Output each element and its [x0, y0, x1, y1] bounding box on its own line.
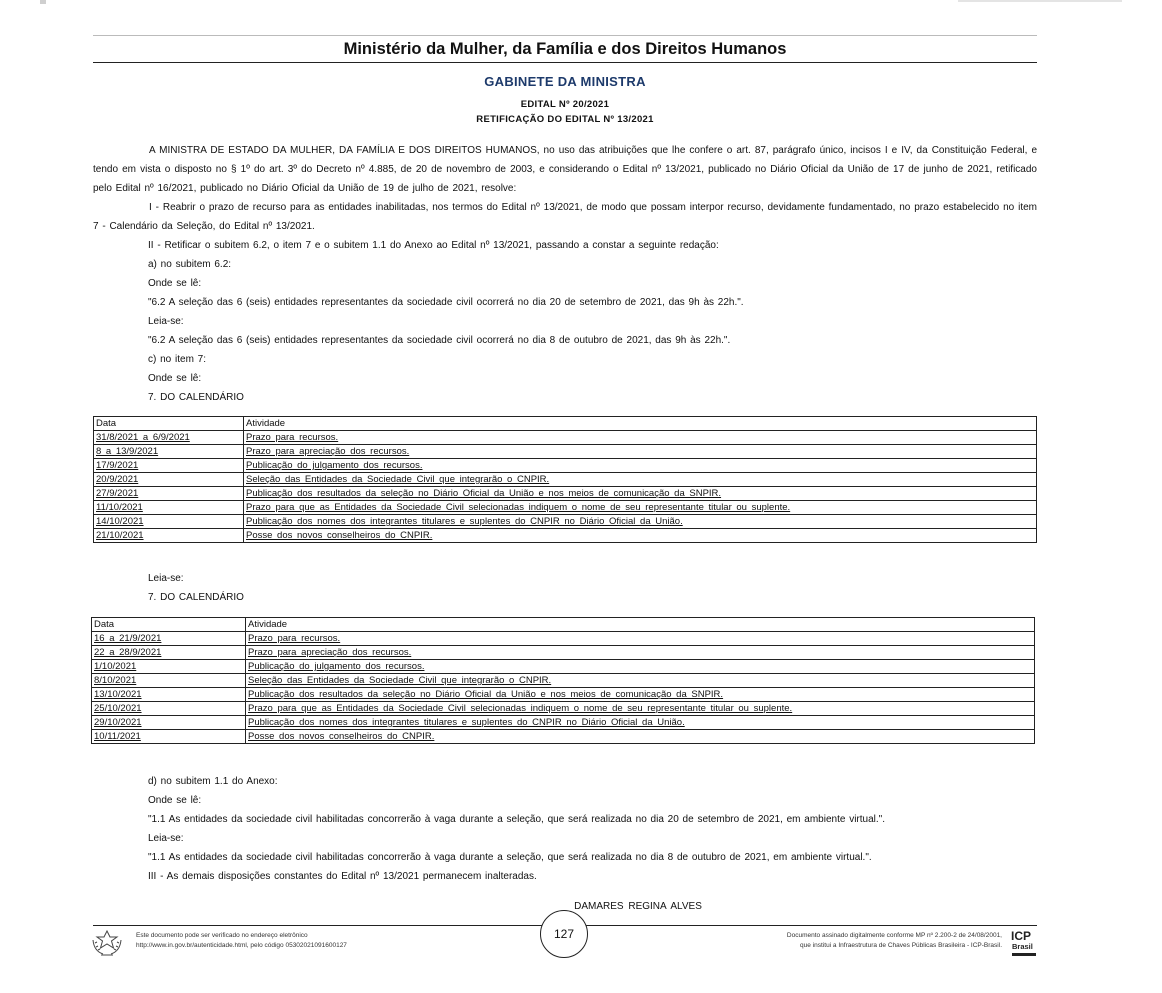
date-cell: 21/10/2021 — [94, 529, 244, 543]
activity-cell: Publicação dos resultados da seleção no Diário Oficial da União e nos meios de comunicação da SNPIR. — [246, 688, 1035, 702]
quote-6-2-new: "6.2 A seleção das 6 (seis) entidades representantes da sociedade civil ocorrerá no dia 8 de outubro de 2021, das 9h às 22h.". — [148, 335, 731, 346]
item-ii-line: II - Retificar o subitem 6.2, o item 7 e o subitem 1.1 do Anexo ao Edital nº 13/2021, passando a constar a seguinte redação: — [148, 240, 719, 251]
table-row — [94, 459, 1037, 473]
activity-cell: Prazo para que as Entidades da Sociedade Civil selecionadas indiquem o nome de seu representante titular ou suplente. — [246, 702, 1035, 716]
table-row — [94, 501, 1037, 515]
table-row — [92, 646, 1035, 660]
scan-mark-right — [958, 0, 1122, 2]
header-top-rule — [93, 35, 1037, 36]
ministry-title: Ministério da Mulher, da Família e dos Direitos Humanos — [343, 40, 787, 58]
header-bottom-rule — [93, 62, 1037, 63]
table-row — [92, 632, 1035, 646]
activity-cell: Prazo para apreciação dos recursos. — [244, 445, 1037, 459]
table-row — [94, 529, 1037, 543]
activity-cell: Publicação do julgamento dos recursos. — [246, 660, 1035, 674]
signer-name: DAMARES REGINA ALVES — [574, 901, 702, 912]
table-row — [92, 674, 1035, 688]
coat-of-arms-icon — [90, 928, 124, 958]
subitem-d-line: d) no subitem 1.1 do Anexo: — [148, 776, 278, 787]
leia-se-label: Leia-se: — [148, 316, 184, 327]
date-cell: 10/11/2021 — [92, 730, 246, 744]
table-row — [92, 688, 1035, 702]
date-cell: 14/10/2021 — [94, 515, 244, 529]
activity-cell: Posse dos novos conselheiros do CNPIR. — [246, 730, 1035, 744]
verification-text-line2: http://www.in.gov.br/autenticidade.html, pelo código 05302021091600127 — [136, 942, 347, 949]
column-header-data: Data — [92, 618, 246, 632]
calendar-heading-new: 7. DO CALENDÁRIO — [148, 592, 244, 603]
signature-text-line1: Documento assinado digitalmente conforme MP nº 2.200-2 de 24/08/2001, — [786, 932, 1002, 939]
table-row — [94, 473, 1037, 487]
activity-cell: Seleção das Entidades da Sociedade Civil que integrarão o CNPIR. — [246, 674, 1035, 688]
subitem-a-line: a) no subitem 6.2: — [148, 259, 232, 270]
item-i-paragraph: I - Reabrir o prazo de recurso para as entidades inabilitadas, nos termos do Edital nº 13/2021, de modo que possam interpor recurso, devidamente fundamentado, no prazo estabelecido no item 7 - Calendário da Seleção, do Edital nº 13/2021. — [93, 202, 1037, 232]
calendar-heading-old: 7. DO CALENDÁRIO — [148, 392, 244, 403]
page-number — [540, 910, 588, 958]
table-row — [94, 445, 1037, 459]
leia-se-label: Leia-se: — [148, 833, 184, 844]
table-row — [92, 702, 1035, 716]
date-cell: 22 a 28/9/2021 — [92, 646, 246, 660]
calendar-table-new — [91, 617, 1035, 744]
date-cell: 29/10/2021 — [92, 716, 246, 730]
date-cell: 11/10/2021 — [94, 501, 244, 515]
activity-cell: Publicação dos nomes dos integrantes titulares e suplentes do CNPIR no Diário Oficial da União. — [244, 515, 1037, 529]
subitem-c-line: c) no item 7: — [148, 354, 207, 365]
svg-text:Brasil: Brasil — [1012, 942, 1033, 951]
activity-cell: Prazo para recursos. — [244, 431, 1037, 445]
date-cell: 16 a 21/9/2021 — [92, 632, 246, 646]
svg-text:ICP: ICP — [1011, 929, 1032, 943]
icp-brasil-logo-icon — [1010, 928, 1040, 958]
table-row — [94, 515, 1037, 529]
activity-cell: Publicação dos nomes dos integrantes titulares e suplentes do CNPIR no Diário Oficial da União. — [246, 716, 1035, 730]
scan-mark-left — [40, 0, 46, 4]
activity-cell: Publicação do julgamento dos recursos. — [244, 459, 1037, 473]
calendar-table-old — [93, 416, 1037, 543]
activity-cell: Prazo para recursos. — [246, 632, 1035, 646]
quote-1-1-old: "1.1 As entidades da sociedade civil habilitadas concorrerão à vaga durante a seleção, que será realizada no dia 20 de setembro de 2021, em ambiente virtual.". — [148, 814, 885, 825]
leia-se-label: Leia-se: — [148, 573, 184, 584]
quote-6-2-old: "6.2 A seleção das 6 (seis) entidades representantes da sociedade civil ocorrerá no dia 20 de setembro de 2021, das 9h às 22h.". — [148, 297, 744, 308]
activity-cell: Posse dos novos conselheiros do CNPIR. — [244, 529, 1037, 543]
edital-number: EDITAL Nº 20/2021 — [520, 99, 610, 110]
item-iii-line: III - As demais disposições constantes do Edital nº 13/2021 permanecem inalteradas. — [148, 871, 537, 882]
date-cell: 31/8/2021 a 6/9/2021 — [94, 431, 244, 445]
date-cell: 13/10/2021 — [92, 688, 246, 702]
activity-cell: Publicação dos resultados da seleção no Diário Oficial da União e nos meios de comunicação da SNPIR. — [244, 487, 1037, 501]
retificacao-title: RETIFICAÇÃO DO EDITAL Nº 13/2021 — [476, 114, 654, 125]
table-row — [94, 487, 1037, 501]
onde-se-le-label: Onde se lê: — [148, 795, 202, 806]
table-header-row — [92, 618, 1035, 632]
signature-text-line2: que institui a Infraestrutura de Chaves Públicas Brasileira - ICP-Brasil. — [800, 942, 1002, 949]
table-row — [92, 716, 1035, 730]
table-row — [92, 660, 1035, 674]
date-cell: 1/10/2021 — [92, 660, 246, 674]
onde-se-le-label: Onde se lê: — [148, 278, 202, 289]
table-row — [92, 730, 1035, 744]
date-cell: 17/9/2021 — [94, 459, 244, 473]
page-number-label: 127 — [553, 927, 575, 941]
activity-cell: Prazo para que as Entidades da Sociedade Civil selecionadas indiquem o nome de seu representante titular ou suplente. — [244, 501, 1037, 515]
column-header-data: Data — [94, 417, 244, 431]
quote-1-1-new: "1.1 As entidades da sociedade civil habilitadas concorrerão à vaga durante a seleção, que será realizada no dia 8 de outubro de 2021, em ambiente virtual.". — [148, 852, 872, 863]
column-header-atividade: Atividade — [244, 417, 1037, 431]
date-cell: 8/10/2021 — [92, 674, 246, 688]
table-header-row — [94, 417, 1037, 431]
intro-paragraph: A MINISTRA DE ESTADO DA MULHER, DA FAMÍLIA E DOS DIREITOS HUMANOS, no uso das atribuições que lhe confere o art. 87, parágrafo único, incisos I e IV, da Constituição Federal, e tendo em vista o disposto no § 1º do art. 3º do Decreto nº 4.885, de 20 de novembro de 2003, e considerando o Edital nº 13/2021, publicado no Diário Oficial da União de 17 de junho de 2021, retificado pelo Edital nº 16/2021, publicado no Diário Oficial da União de 19 de julho de 2021, resolve: — [93, 145, 1037, 194]
activity-cell: Seleção das Entidades da Sociedade Civil que integrarão o CNPIR. — [244, 473, 1037, 487]
activity-cell: Prazo para apreciação dos recursos. — [246, 646, 1035, 660]
date-cell: 27/9/2021 — [94, 487, 244, 501]
date-cell: 20/9/2021 — [94, 473, 244, 487]
table-row — [94, 431, 1037, 445]
onde-se-le-label: Onde se lê: — [148, 373, 202, 384]
column-header-atividade: Atividade — [246, 618, 1035, 632]
section-title: GABINETE DA MINISTRA — [484, 74, 646, 89]
date-cell: 8 a 13/9/2021 — [94, 445, 244, 459]
verification-text-line1: Este documento pode ser verificado no endereço eletrônico — [136, 932, 308, 939]
date-cell: 25/10/2021 — [92, 702, 246, 716]
